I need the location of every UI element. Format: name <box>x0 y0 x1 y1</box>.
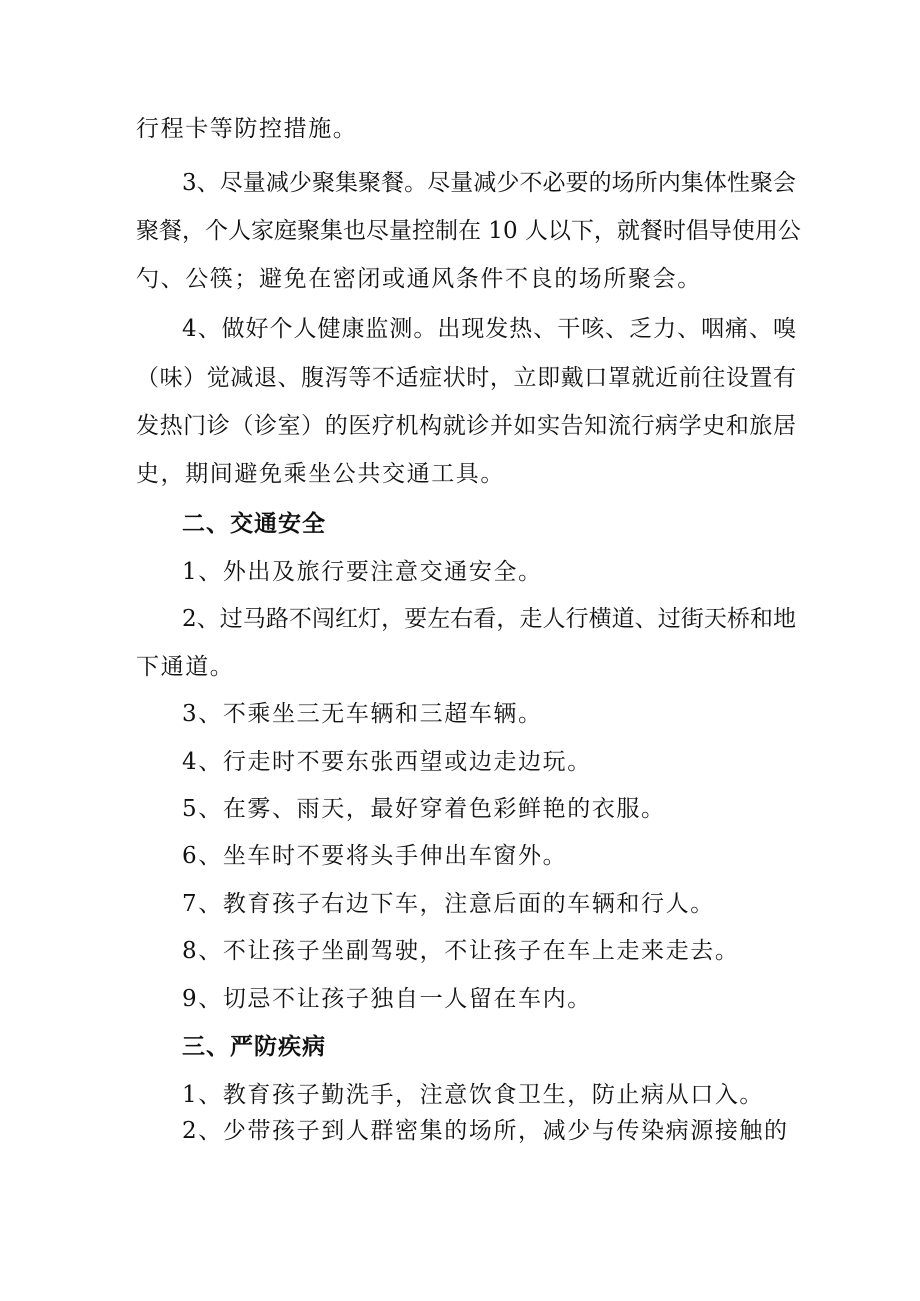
text-line: 1、教育孩子勤洗手，注意饮食卫生，防止病从口入。 <box>182 1082 765 1108</box>
text-line: 聚餐，个人家庭聚集也尽量控制在 10 人以下，就餐时倡导使用公 <box>136 218 801 244</box>
text-line: 4、做好个人健康监测。出现发热、干咳、乏力、咽痛、嗅 <box>182 316 796 342</box>
text-line: 行程卡等防控措施。 <box>136 116 358 142</box>
text-line: 3、尽量减少聚集聚餐。尽量减少不必要的场所内集体性聚会 <box>182 170 796 196</box>
text-line: 2、过马路不闯红灯，要左右看，走人行横道、过街天桥和地 <box>182 606 796 632</box>
section-heading-traffic-safety: 二、交通安全 <box>182 511 326 537</box>
text-line: 下通道。 <box>136 654 235 680</box>
text-line: 史，期间避免乘坐公共交通工具。 <box>136 461 505 487</box>
text-line: 1、外出及旅行要注意交通安全。 <box>182 559 543 585</box>
text-line: 4、行走时不要东张西望或边走边玩。 <box>182 749 592 775</box>
text-line: （味）觉减退、腹泻等不适症状时，立即戴口罩就近前往设置有 <box>136 365 796 391</box>
text-line: 9、切忌不让孩子独自一人留在车内。 <box>182 986 592 1012</box>
text-line: 3、不乘坐三无车辆和三超车辆。 <box>182 701 543 727</box>
text-line: 2、少带孩子到人群密集的场所，减少与传染病源接触的 <box>182 1118 789 1144</box>
text-line: 5、在雾、雨天，最好穿着色彩鲜艳的衣服。 <box>182 796 666 822</box>
text-line: 6、坐车时不要将头手伸出车窗外。 <box>182 843 568 869</box>
section-heading-disease-prevention: 三、严防疾病 <box>182 1034 326 1060</box>
text-line: 勺、公筷；避免在密闭或通风条件不良的场所聚会。 <box>136 266 702 292</box>
text-line: 发热门诊（诊室）的医疗机构就诊并如实告知流行病学史和旅居 <box>136 413 796 439</box>
text-line: 8、不让孩子坐副驾驶，不让孩子在车上走来走去。 <box>182 938 740 964</box>
text-line: 7、教育孩子右边下车，注意后面的车辆和行人。 <box>182 891 715 917</box>
